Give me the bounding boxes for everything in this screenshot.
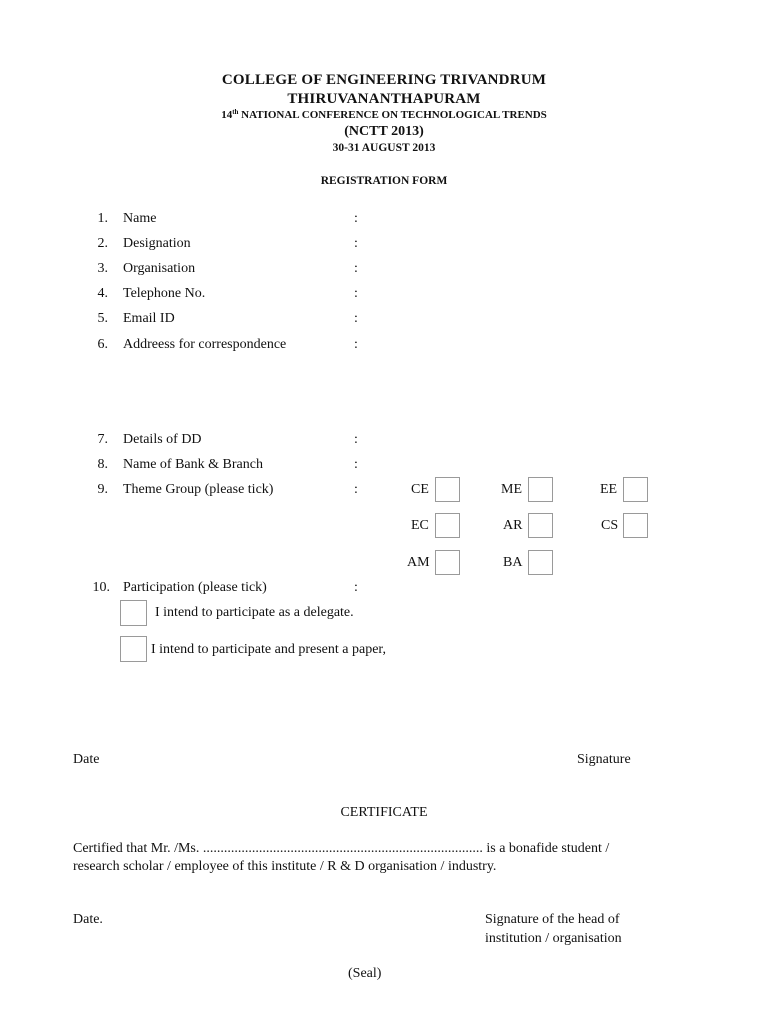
field-label-address: Addreess for correspondence (123, 337, 287, 352)
certificate-text-line1: Certified that Mr. /Ms. ................................................................................ is a bonafide student / (73, 841, 610, 856)
field-label-participation: Participation (please tick) (123, 580, 267, 595)
conference-name (0, 109, 768, 121)
theme-checkbox-ce[interactable] (435, 477, 460, 502)
form-title: REGISTRATION FORM (320, 175, 448, 187)
head-signature-label-line2: institution / organisation (485, 931, 622, 946)
theme-label-cs: CS (601, 518, 619, 533)
field-colon: : (354, 236, 358, 251)
field-colon: : (354, 432, 358, 447)
field-number: 5. (97, 311, 108, 326)
field-number: 6. (97, 337, 108, 352)
theme-checkbox-cs[interactable] (623, 513, 648, 538)
certificate-title: CERTIFICATE (340, 805, 428, 820)
field-number: 9. (97, 482, 108, 497)
presenter-checkbox[interactable] (120, 636, 147, 662)
date-label-2: Date. (73, 912, 103, 927)
theme-label-ec: EC (411, 518, 429, 533)
field-number: 10. (92, 580, 110, 595)
field-label-dd-details: Details of DD (123, 432, 202, 447)
field-colon: : (354, 482, 358, 497)
theme-label-ee: EE (600, 482, 618, 497)
theme-label-ba: BA (503, 555, 523, 570)
field-number: 7. (97, 432, 108, 447)
field-colon: : (354, 211, 358, 226)
date-label: Date (73, 752, 100, 767)
theme-checkbox-ba[interactable] (528, 550, 553, 575)
theme-label-am: AM (407, 555, 430, 570)
theme-label-ar: AR (503, 518, 523, 533)
signature-label: Signature (577, 752, 631, 767)
theme-checkbox-ar[interactable] (528, 513, 553, 538)
theme-checkbox-ee[interactable] (623, 477, 648, 502)
field-colon: : (354, 261, 358, 276)
theme-label-ce: CE (411, 482, 429, 497)
presenter-option-label: I intend to participate and present a paper, (151, 642, 387, 657)
theme-checkbox-am[interactable] (435, 550, 460, 575)
field-colon: : (354, 311, 358, 326)
field-colon: : (354, 337, 358, 352)
theme-checkbox-ec[interactable] (435, 513, 460, 538)
field-number: 2. (97, 236, 108, 251)
field-number: 1. (97, 211, 108, 226)
delegate-option-label: I intend to participate as a delegate. (155, 605, 354, 620)
field-label-bank: Name of Bank & Branch (123, 457, 263, 472)
conference-acronym: (NCTT 2013) (344, 124, 424, 139)
field-label-telephone: Telephone No. (123, 286, 206, 301)
field-colon: : (354, 457, 358, 472)
college-city: THIRUVANANTHAPURAM (287, 91, 481, 107)
theme-checkbox-me[interactable] (528, 477, 553, 502)
field-number: 4. (97, 286, 108, 301)
field-number: 3. (97, 261, 108, 276)
head-signature-label: Signature of the head of (485, 912, 620, 927)
conference-title: NATIONAL CONFERENCE ON TECHNOLOGICAL TRENDS (241, 109, 547, 121)
field-label-designation: Designation (123, 236, 191, 251)
seal-label: (Seal) (348, 966, 382, 981)
theme-label-me: ME (501, 482, 522, 497)
certificate-text-line2: research scholar / employee of this institute / R & D organisation / industry. (73, 859, 497, 874)
field-label-organisation: Organisation (123, 261, 196, 276)
field-number: 8. (97, 457, 108, 472)
field-label-email: Email ID (123, 311, 175, 326)
field-colon: : (354, 580, 358, 595)
edition-number: 14 (221, 109, 233, 121)
conference-dates: 30-31 AUGUST 2013 (332, 142, 436, 154)
delegate-checkbox[interactable] (120, 600, 147, 626)
field-label-name: Name (123, 211, 157, 226)
field-colon: : (354, 286, 358, 301)
college-name: COLLEGE OF ENGINEERING TRIVANDRUM (221, 72, 547, 88)
edition-suffix: th (232, 108, 239, 116)
field-label-theme-group: Theme Group (please tick) (123, 482, 274, 497)
